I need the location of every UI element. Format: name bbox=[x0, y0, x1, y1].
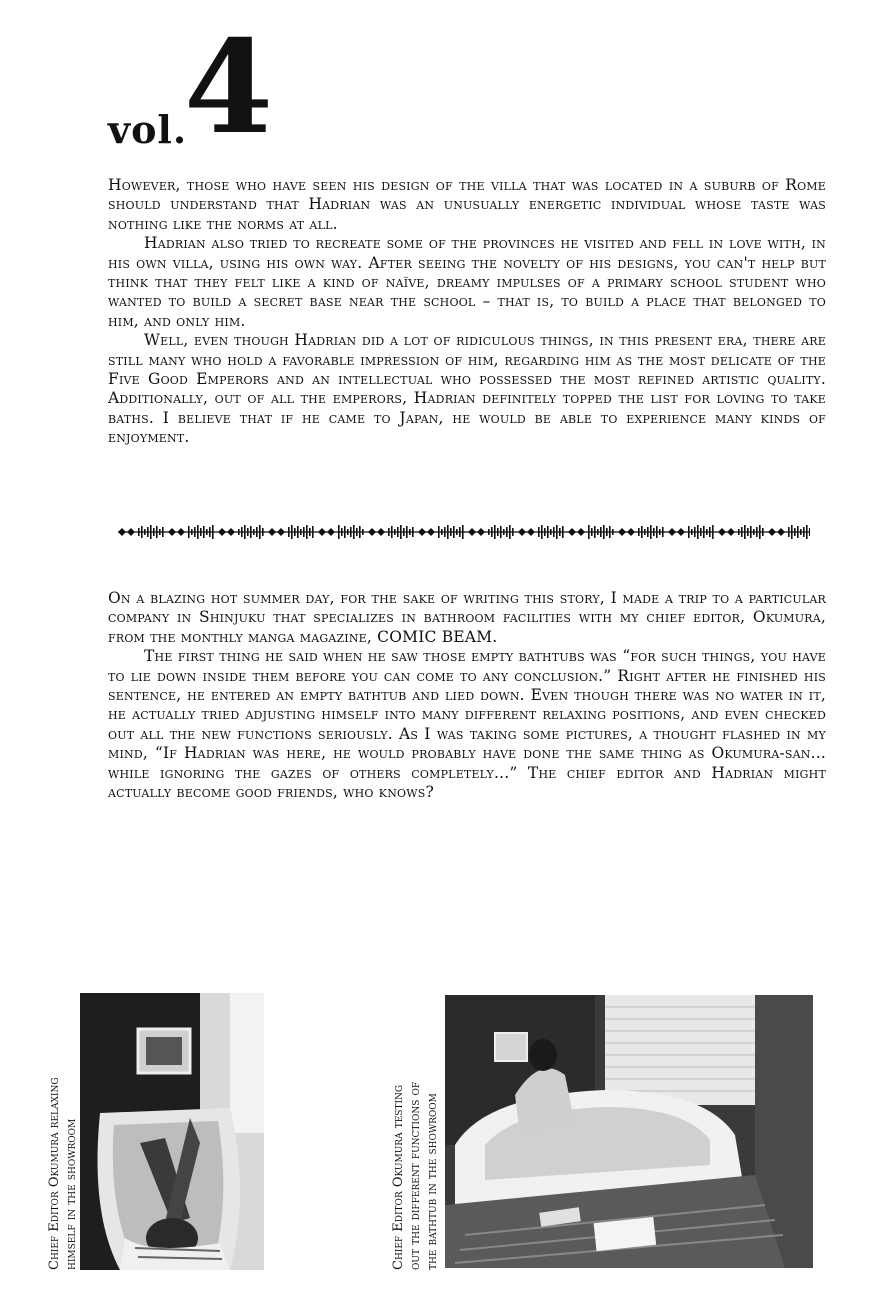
paragraph: On a blazing hot summer day, for the sake of writing this story, I made a trip to a particular company in Shinjuku that specializes in bathroom facilities with my chief editor, Okumura, from the monthly manga magazine, COMIC BEAM. bbox=[108, 589, 826, 646]
photo-caption bbox=[390, 1012, 441, 1270]
section-1-text bbox=[108, 176, 826, 448]
paragraph: Hadrian also tried to recreate some of the provinces he visited and fell in love with, in his own villa, using his own way. After seeing the novelty of his designs, you can't help but think that they felt like a kind of naïve, dreamy impulses of a primary school student who wanted to build a secret base near the school – that is, to build a place that belonged to him, and only him. bbox=[108, 234, 826, 330]
section-2-text bbox=[108, 589, 826, 802]
volume-number: 4 bbox=[184, 13, 274, 163]
volume-label: vol. bbox=[108, 107, 188, 152]
ornamental-divider bbox=[118, 522, 810, 542]
paragraph: Well, even though Hadrian did a lot of ridiculous things, in this present era, there are still many who hold a favorable impression of him, regarding him as the most delicate of the Five Good Emperors and an intellectual who possessed the most refined artistic quality. Additionally, out of all the emperors, Hadrian definitely topped the list for loving to take baths. I believe that if he came to Japan, he would be able to experience many kinds of enjoyment. bbox=[108, 331, 826, 447]
caption-line: himself in the showroom bbox=[64, 1118, 79, 1270]
paragraph: However, those who have seen his design of the villa that was located in a suburb of Rome should understand that Hadrian was an unusually energetic individual whose taste was nothing like the norms at all. bbox=[108, 176, 826, 233]
caption-line: the bathtub in the showroom bbox=[425, 1093, 440, 1270]
paragraph: The first thing he said when he saw those empty bathtubs was “for such things, you have to lie down inside them before you can come to any conclusion.” Right after he finished his sentence, he entered an empty bathtub and lied down. Even though there was no water in it, he actually tried adjusting himself into many different relaxing positions, and even checked out all the new functions seriously. As I was taking some pictures, a thought flashed in my mind, “If Hadrian was here, he would probably have done the same thing as Okumura-san... while ignoring the gazes of others completely...” The chief editor and Hadrian might actually become good friends, who knows? bbox=[108, 647, 826, 802]
caption-line: Chief Editor Okumura testing bbox=[391, 1084, 406, 1270]
caption-line: out the different functions of bbox=[408, 1081, 423, 1270]
caption-line: Chief Editor Okumura relaxing bbox=[47, 1077, 62, 1270]
photo-editor-testing-bathtub bbox=[445, 995, 813, 1268]
volume-heading bbox=[108, 13, 338, 163]
photo-editor-relaxing bbox=[80, 993, 264, 1270]
photo-caption bbox=[46, 1002, 80, 1270]
